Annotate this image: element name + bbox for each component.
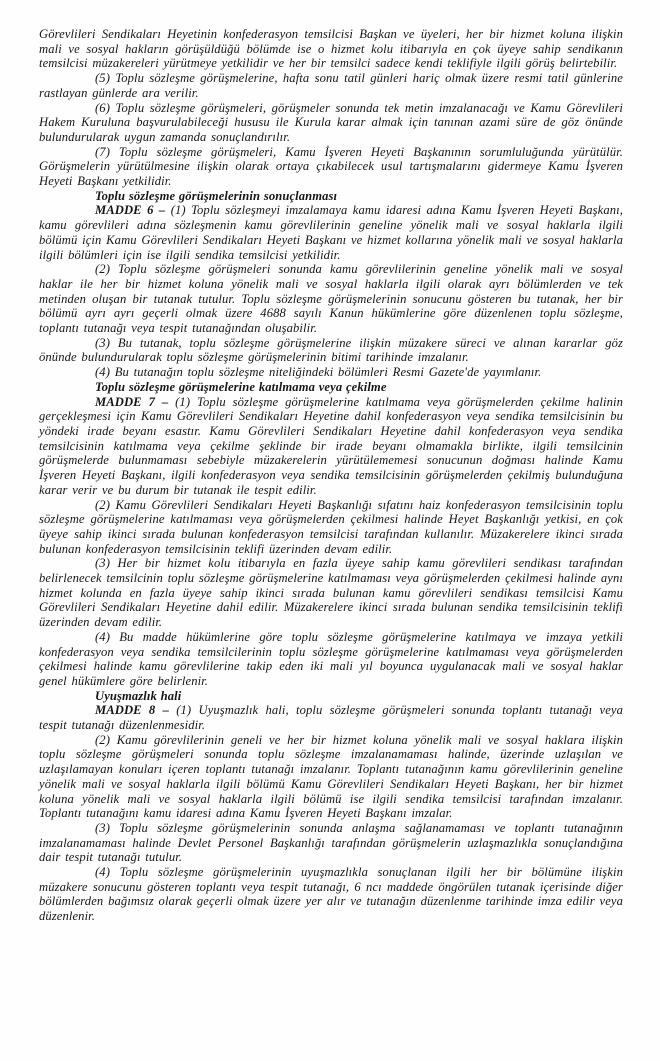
- article-number: MADDE 7 –: [95, 394, 169, 409]
- section-heading: Uyuşmazlık hali: [95, 688, 182, 703]
- paragraph-text: (1) Uyuşmazlık hali, toplu sözleşme görüşmeleri sonunda toplantı tutanağı veya tespit tutanağı düzenlenmesidir.: [39, 703, 623, 733]
- paragraph-text: (1) Toplu sözleşmeyi imzalamaya kamu idaresi adına Kamu İşveren Heyeti Başkanı, kamu görevlileri adına sözleşmenin kamu görevlilerinin geneline yönelik mali ve sosyal haklarla ilgili bölümü için Kamu Görevlileri Sendikaları Heyeti Başkanı ve hizmet kollarına yönelik mali ve sosyal haklarla ilgili bölümleri için ise ilgili sendika temsilcisi yetkilidir.: [39, 203, 624, 262]
- section-heading: Toplu sözleşme görüşmelerinin sonuçlanması: [95, 188, 338, 203]
- paragraph: (5) Toplu sözleşme görüşmelerine, hafta sonu tatil günleri hariç olmak üzere resmi tatil günlerine rastlayan günlerde ara verilir.: [39, 71, 623, 100]
- paragraph: (6) Toplu sözleşme görüşmeleri, görüşmeler sonunda tek metin imzalanacağı ve Kamu Görevlileri Hakem Kuruluna başvurulabileceği hususu ile Kurula karar almak için tanınan azami süre de göz önünde bulundurularak uygun zamanda sonuçlandırılır.: [39, 100, 623, 144]
- article-number: MADDE 8 –: [95, 703, 169, 718]
- paragraph: (2) Toplu sözleşme görüşmeleri sonunda kamu görevlilerinin geneline yönelik mali ve sosyal haklar ile her bir hizmet koluna yönelik mali ve sosyal haklarla ilgili olarak ayrı bölümlerden ve tek metinden oluşan bir tutanak tutulur. Toplu sözleşme görüşmelerinin sonucunu gösteren bu tutanak, her bir bölümü ayrı ayrı geçerli olmak üzere 4688 sayılı Kanun hükümlerine göre düzenlenen toplu sözleşme, toplantı tutanağı veya tespit tutanağından oluşabilir.: [39, 262, 623, 336]
- paragraph: (3) Bu tutanak, toplu sözleşme görüşmelerine ilişkin müzakere süreci ve alınan kararlar göz önünde bulundurularak toplu sözleşme görüşmelerinin bitimi tarihinde imzalanır.: [39, 335, 623, 365]
- article-paragraph: [39, 203, 623, 262]
- paragraph: (3) Toplu sözleşme görüşmelerinin sonunda anlaşma sağlanamaması ve toplantı tutanağının imzalanamaması halinde Devlet Personel Başkanlığı tarafından görüşmelerin uzlaşmazlıkla sonuçlandığına dair tespit tutanağı tutulur.: [39, 820, 623, 865]
- article-number: MADDE 6 –: [95, 203, 166, 218]
- paragraph: Görevlileri Sendikaları Heyetinin konfederasyon temsilcisi Başkan ve üyeleri, her bir hizmet koluna ilişkin mali ve sosyal hakların görüşüldüğü bölümde ise o hizmet kolu itibarıyla en çok üyeye sahip sendikanın temsilcisi müzakereleri yürütmeye yetkilidir ve her bir temsilci sadece kendi teklifiyle ilgili görüş belirtebilir.: [39, 27, 623, 71]
- section-heading: Toplu sözleşme görüşmelerine katılmama veya çekilme: [95, 379, 387, 394]
- paragraph-text: (1) Toplu sözleşme görüşmelerine katılmama veya görüşmelerden çekilme halinin gerçekleşmesi için Kamu Görevlileri Sendikaları Heyetine dahil konfederasyon veya sendika temsilcisinin bu yöndeki irade beyanı esastır. Kamu Görevlileri Sendikaları Heyetine dahil konfederasyon veya sendika temsilcisinin katılmama veya çekilme şeklinde bir irade beyanı olmamakla birlikte, ilgili temsilcinin görüşmelerde bulunmaması sebebiyle müzakerelerin yürütülememesi sonucunun doğması halinde Kamu İşveren Heyeti Başkanı, ilgili konfederasyon veya sendika temsilcisinin görüşmelerden çekilmiş bulunduğuna karar verir ve bu durum bir tutanak ile tespit edilir.: [39, 394, 623, 497]
- paragraph: (3) Her bir hizmet kolu itibarıyla en fazla üyeye sahip kamu görevlileri sendikası tarafından belirlenecek temsilcinin toplu sözleşme görüşmelerine katılmaması veya görüşmelerden çekilmesi halinde aynı hizmet kolunda en fazla üyeye sahip ikinci sırada bulunan kamu görevlileri sendikası temsilcisi Kamu Görevlileri Sendikaları Heyetine dahil edilir. Müzakerelere ikinci sırada bulunan sendika temsilcisinin teklifi üzerinden devam edilir.: [39, 556, 623, 630]
- article-paragraph: [39, 395, 623, 498]
- paragraph: (2) Kamu Görevlileri Sendikaları Heyeti Başkanlığı sıfatını haiz konfederasyon temsilcisinin toplu sözleşme görüşmelerine katılmaması veya görüşmelerden çekilmesi halinde Heyet Başkanlığı yetkisi, en çok üyeye sahip ikinci sırada bulunan konfederasyon temsilcisi tarafından kullanılır. Müzakerelere ikinci sırada bulunan konfederasyon temsilcisinin teklifi üzerinden devam edilir.: [39, 497, 623, 556]
- paragraph: (7) Toplu sözleşme görüşmeleri, Kamu İşveren Heyeti Başkanının sorumluluğunda yürütülür. Görüşmelerin yürütülmesine ilişkin olarak ortaya çıkabilecek usul tartışmalarını gidermeye Kamu İşveren Heyeti Başkanı yetkilidir.: [39, 144, 623, 189]
- article-paragraph: [39, 703, 623, 732]
- paragraph: (2) Kamu görevlilerinin geneli ve her bir hizmet koluna yönelik mali ve sosyal haklara ilişkin toplu sözleşme görüşmeleri sonunda toplu sözleşme imzalanamaması halinde, üzerinde uzlaşılan ve uzlaşılamayan konuları içeren toplantı tutanağı imzalanır. Toplantı tutanağının kamu görevlilerinin geneline yönelik mali ve sosyal haklarla ilgili bölümü Kamu Görevlileri Sendikaları Heyeti Başkanı, her bir hizmet koluna yönelik mali ve sosyal haklarla ilgili bölümü ise ilgili sendika temsilcisi tarafından imzalanır. Toplantı tutanağını kamu idaresi adına Kamu İşveren Heyeti Başkanı imzalar.: [39, 732, 623, 821]
- paragraph: (4) Toplu sözleşme görüşmelerinin uyuşmazlıkla sonuçlanan ilgili her bir bölümüne ilişkin müzakere sonucunu gösteren toplantı veya tespit tutanağı, 6 ncı maddede öngörülen tutanak içerisinde diğer bölümlerden bağımsız olarak geçerli olmak üzere yer alır ve tutanağın düzenlenme tarihinde imza edilir veya düzenlenir.: [39, 865, 623, 924]
- paragraph: (4) Bu madde hükümlerine göre toplu sözleşme görüşmelerine katılmaya ve imzaya yetkili konfederasyon veya sendika temsilcilerinin toplu sözleşme görüşmelerine katılmaması veya görüşmelerden çekilmesi halinde kamu görevlilerine takip eden iki mali yıl boyunca uygulanacak mali ve sosyal haklar genel hükümlere göre belirlenir.: [39, 629, 623, 688]
- paragraph: (4) Bu tutanağın toplu sözleşme niteliğindeki bölümleri Resmi Gazete'de yayımlanır.: [95, 365, 542, 380]
